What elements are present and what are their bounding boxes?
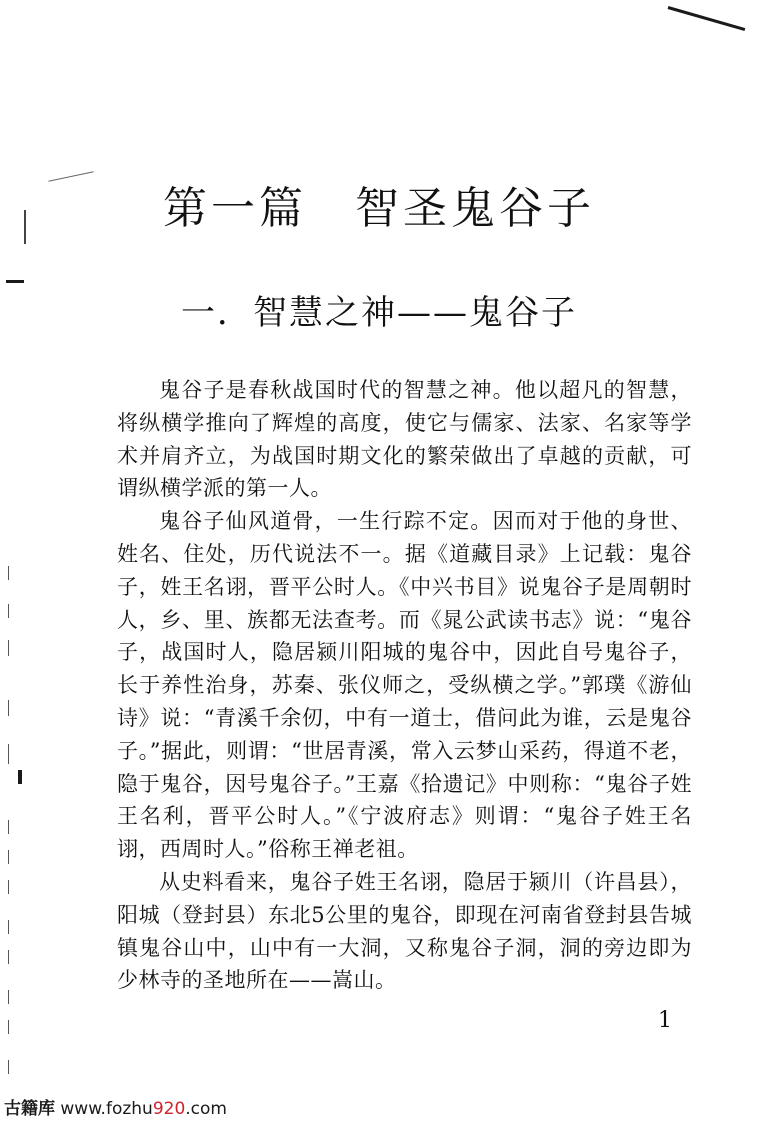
page-number: 1 (658, 1008, 672, 1033)
margin-line-7 (8, 850, 9, 864)
section-title: 一．智慧之神——鬼谷子 (181, 293, 577, 333)
paragraph-2: 鬼谷子仙风道骨，一生行踪不定。因而对于他的身世、姓名、住处，历代说法不一。据《道藏目录》上记载：鬼谷子，姓王名诩，晋平公时人。《中兴书目》说鬼谷子是周朝时人，乡、里、族都无法查考。而《晁公武读书志》说：“鬼谷子，战国时人，隐居颍川阳城的鬼谷中，因此自号鬼谷子，长于养性治身，苏秦、张仪师之，受纵横之学。”郭璞《游仙诗》说：“青溪千余仞，中有一道士，借问此为谁，云是鬼谷子。”据此，则谓：“世居青溪，常入云梦山采药，得道不老，隐于鬼谷，因号鬼谷子。”王嘉《拾遗记》中则称：“鬼谷子姓王名利，晋平公时人。”《宁波府志》则谓：“鬼谷子姓王名诩，西周时人。”俗称王禅老祖。 (117, 509, 692, 862)
margin-line-6 (8, 820, 9, 834)
scan-mark-left-4 (18, 770, 22, 784)
margin-line-3 (8, 640, 9, 656)
margin-line-12 (8, 1020, 9, 1034)
margin-line-11 (8, 990, 9, 1004)
footer-watermark (4, 1094, 227, 1119)
footer-url (60, 1099, 227, 1119)
margin-line-5 (8, 744, 9, 764)
margin-line-9 (8, 920, 9, 934)
margin-line-2 (8, 604, 9, 618)
margin-line-8 (8, 880, 9, 894)
margin-line-1 (8, 566, 9, 580)
paragraph-1: 鬼谷子是春秋战国时代的智慧之神。他以超凡的智慧，将纵横学推向了辉煌的高度，使它与儒家、法家、名家等学术并肩齐立，为战国时期文化的繁荣做出了卓越的贡献，可谓纵横学派的第一人。 (117, 378, 692, 501)
footer-url-accent: 920 (152, 1099, 186, 1119)
footer-url-suffix: .com (185, 1099, 227, 1119)
body-text (117, 374, 692, 997)
paragraph-3: 从史料看来，鬼谷子姓王名诩，隐居于颍川（许昌县），阳城（登封县）东北5公里的鬼谷，即现在河南省登封县告城镇鬼谷山中，山中有一大洞，又称鬼谷子洞，洞的旁边即为少林寺的圣地所在——嵩山。 (117, 869, 692, 993)
margin-line-13 (8, 1060, 9, 1074)
margin-line-4 (8, 700, 9, 716)
chapter-title: 第一篇 智圣鬼谷子 (163, 183, 595, 234)
scan-stroke-top-right (668, 6, 746, 31)
scan-mark-left-1 (6, 280, 24, 283)
footer-brand: 古籍库 (4, 1099, 55, 1119)
footer-url-prefix: www.fozhu (60, 1099, 153, 1119)
margin-line-10 (8, 950, 9, 964)
